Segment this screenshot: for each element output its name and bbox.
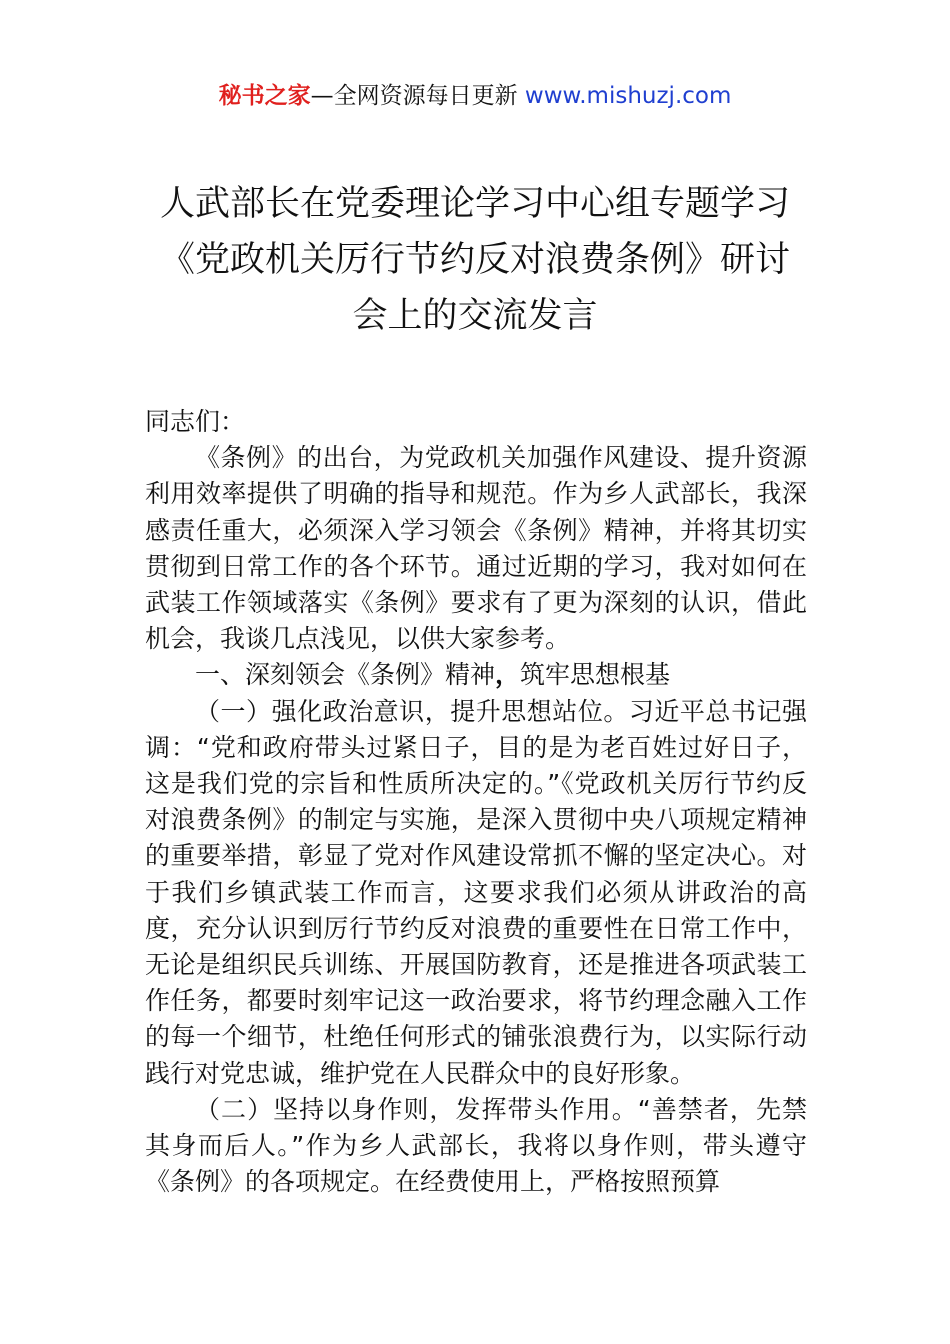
title-line-2: 《党政机关厉行节约反对浪费条例》研讨 xyxy=(159,240,790,280)
title-line-1: 人武部长在党委理论学习中心组专题学习 xyxy=(159,184,790,224)
document-title xyxy=(0,176,950,344)
document-body xyxy=(145,404,807,1200)
site-brand: 秘书之家 xyxy=(218,83,311,109)
title-line-3: 会上的交流发言 xyxy=(352,296,598,336)
section-heading-1-part-a: 一、深刻领会《条例》精神 xyxy=(195,660,496,690)
site-url-link[interactable]: www.mishuzj.com xyxy=(524,83,732,109)
paragraph-2: （二）坚持以身作则，发挥带头作用。“善禁者，先禁其身而后人。”作为乡人武部长，我将以身作则，带头遵守《条例》的各项规定。在经费使用上，严格按照预算 xyxy=(145,1094,807,1197)
intro-paragraph: 《条例》的出台，为党政机关加强作风建设、提升资源利用效率提供了明确的指导和规范。作为乡人武部长，我深感责任重大，必须深入学习领会《条例》精神，并将其切实贯彻到日常工作的各个环节。通过近期的学习，我对如何在武装工作领域落实《条例》要求有了更为深刻的认识，借此机会，我谈几点浅见，以供大家参考。 xyxy=(145,443,807,654)
section-heading-1-separator: ， xyxy=(495,660,521,690)
site-header xyxy=(0,80,950,112)
section-heading-1-part-b: 筑牢思想根基 xyxy=(520,660,671,690)
salutation: 同志们： xyxy=(145,407,246,436)
section-heading-1 xyxy=(145,657,807,693)
paragraph-1: （一）强化政治意识，提升思想站位。习近平总书记强调：“党和政府带头过紧日子，目的是为老百姓过好日子，这是我们党的宗旨和性质所决定的。”《党政机关厉行节约反对浪费条例》的制定与实施，是深入贯彻中央八项规定精神的重要举措，彰显了党对作风建设常抓不懈的坚定决心。对于我们乡镇武装工作而言，这要求我们必须从讲政治的高度，充分认识到厉行节约反对浪费的重要性在日常工作中，无论是组织民兵训练、开展国防教育，还是推进各项武装工作任务，都要时刻牢记这一政治要求，将节约理念融入工作的每一个细节，杜绝任何形式的铺张浪费行为，以实际行动践行对党忠诚，维护党在人民群众中的良好形象。 xyxy=(145,696,807,1088)
site-tagline: —全网资源每日更新 xyxy=(310,83,525,109)
